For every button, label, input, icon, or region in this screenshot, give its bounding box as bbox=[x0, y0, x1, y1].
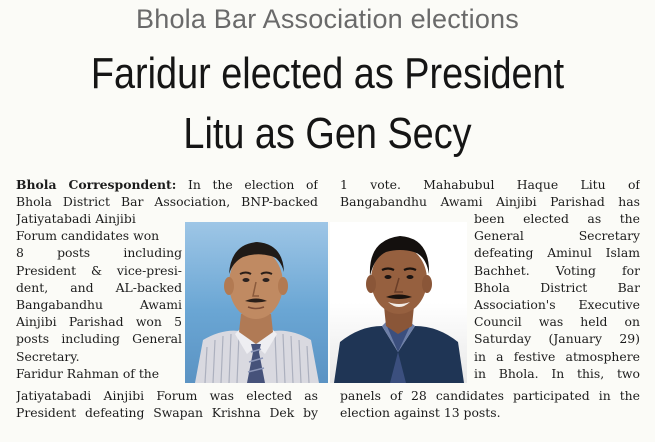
article-line: President defeating Swapan Krishna Dek by bbox=[16, 405, 318, 421]
article-column-1-side bbox=[16, 210, 182, 382]
photo-faridur-rahman bbox=[185, 222, 328, 383]
article-column-2-bottom bbox=[340, 387, 640, 421]
article-line: President & vice-presi- bbox=[16, 262, 182, 278]
headline-line-2: Litu as Gen Secy bbox=[183, 109, 472, 158]
article-line: in Bhola. In this, two bbox=[474, 365, 640, 381]
article-line: General Secretary bbox=[474, 228, 640, 244]
article-line: Bhola District Bar bbox=[474, 279, 640, 295]
article-line: panels of 28 candidates participated in the bbox=[340, 388, 640, 403]
article-line: Jatiyatabadi Ainjibi bbox=[16, 211, 136, 226]
article-line: election against 13 posts. bbox=[340, 405, 501, 421]
article-line: Association's Executive bbox=[474, 296, 640, 312]
portrait-illustration bbox=[185, 222, 328, 383]
article-line: Ainjibi Parishad won 5 bbox=[16, 314, 182, 330]
article-line: Jatiyatabadi Ainjibi Forum was elected as bbox=[16, 388, 318, 403]
article-line: Bhola Correspondent: In the election of bbox=[16, 177, 318, 192]
article-line: Forum candidates won bbox=[16, 228, 160, 244]
article-line: 8 posts including bbox=[16, 245, 182, 261]
article-column-1-bottom bbox=[16, 387, 318, 421]
article-line: defeating Aminul Islam bbox=[474, 245, 640, 261]
photo-mahabubul-haque-litu bbox=[330, 222, 467, 383]
headline-line-1: Faridur elected as President bbox=[90, 49, 565, 98]
article-line: Bhola District Bar Association, BNP-backed bbox=[16, 194, 318, 210]
article-line: Saturday (January 29) bbox=[474, 331, 640, 347]
article-line: been elected as the bbox=[474, 211, 640, 226]
article-line: dent, and AL-backed bbox=[16, 279, 182, 295]
byline: Bhola Correspondent: bbox=[16, 177, 177, 192]
portrait-illustration bbox=[330, 222, 467, 383]
kicker-headline: Bhola Bar Association elections bbox=[136, 4, 519, 34]
article-column-2 bbox=[340, 176, 640, 210]
article-line: Bachhet. Voting for bbox=[474, 262, 640, 278]
article-line: Bangabandhu Awami Ainjibi Parishad has bbox=[340, 194, 640, 210]
article-line: Council was held on bbox=[474, 314, 640, 330]
article-column-2-side bbox=[474, 210, 640, 382]
article-line: in a festive atmosphere bbox=[474, 348, 640, 364]
article-line: 1 vote. Mahabubul Haque Litu of bbox=[340, 177, 640, 192]
article-line: Bangabandhu Awami bbox=[16, 296, 182, 312]
article-line: posts including General bbox=[16, 331, 182, 347]
article-line: Faridur Rahman of the bbox=[16, 365, 160, 381]
article-line: Secretary. bbox=[16, 348, 80, 364]
article-column-1 bbox=[16, 176, 318, 210]
